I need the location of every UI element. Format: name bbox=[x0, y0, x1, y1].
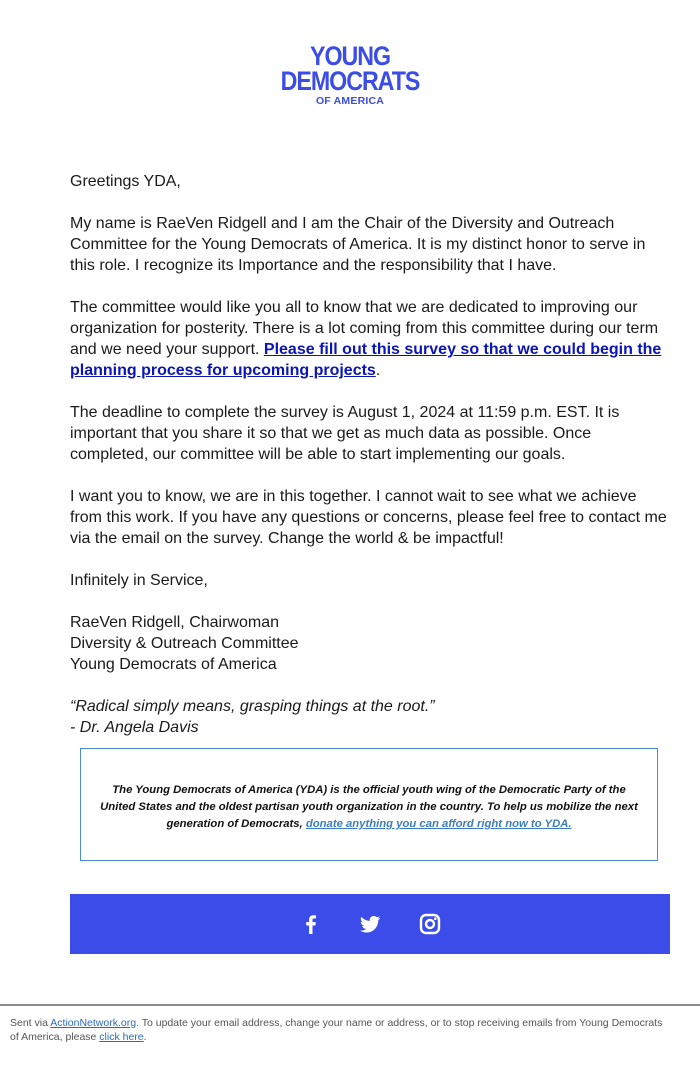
footer-divider bbox=[0, 1004, 700, 1006]
logo-line-democrats: DEMOCRATS bbox=[280, 66, 420, 96]
footer-prefix: Sent via bbox=[10, 1017, 51, 1029]
footer-text: . To update your email address, change your name or address, or to stop receiving emails from Young Democrats of America, please bbox=[10, 1017, 663, 1043]
paragraph-together: I want you to know, we are in this together. I cannot wait to see what we achieve from this work. If you have any questions or concerns, please feel free to contact me via the email on the survey. Change the world & be impactful! bbox=[70, 488, 667, 547]
quote-author: - Dr. Angela Davis bbox=[70, 719, 199, 736]
about-yda-box bbox=[80, 748, 658, 861]
greeting: Greetings YDA, bbox=[70, 173, 181, 190]
signature-block bbox=[70, 612, 670, 675]
logo-line-young: YOUNG bbox=[309, 41, 390, 71]
about-yda-text bbox=[95, 782, 643, 833]
instagram-icon[interactable] bbox=[418, 912, 442, 936]
paragraph-committee-text: The committee would like you all to know that we are dedicated to improving our organization for posterity. There is a lot coming from this committee during our term and we need your support. bbox=[70, 299, 659, 358]
signature-org: Young Democrats of America bbox=[70, 656, 277, 673]
paragraph-intro: My name is RaeVen Ridgell and I am the Chair of the Diversity and Outreach Committee for the Young Democrats of America. It is my distinct honor to serve in this role. I recognize its Importance and the responsibility that I have. bbox=[70, 215, 646, 274]
email-footer bbox=[10, 1016, 670, 1044]
signature-committee: Diversity & Outreach Committee bbox=[70, 635, 299, 652]
actionnetwork-link[interactable]: ActionNetwork.org bbox=[50, 1017, 137, 1029]
survey-link[interactable]: Please fill out this survey so that we could begin the planning process for upcoming projects bbox=[70, 341, 662, 379]
about-yda-description: The Young Democrats of America (YDA) is the official youth wing of the Democratic Party of the United States and the oldest partisan youth organization in the country. To help us mobilize the next generation of Democrats, bbox=[100, 784, 638, 830]
social-bar bbox=[70, 894, 670, 954]
footer-suffix: . bbox=[143, 1031, 147, 1043]
paragraph-committee bbox=[70, 297, 670, 381]
signature-name: RaeVen Ridgell, Chairwoman bbox=[70, 614, 279, 631]
facebook-icon[interactable] bbox=[299, 912, 323, 936]
yda-logo bbox=[0, 41, 700, 107]
paragraph-committee-end: . bbox=[375, 362, 381, 379]
email-body bbox=[70, 171, 670, 759]
twitter-icon[interactable] bbox=[358, 912, 382, 936]
quote-block bbox=[70, 696, 670, 738]
unsubscribe-link[interactable]: click here bbox=[99, 1031, 144, 1043]
quote-text: “Radical simply means, grasping things at the root.” bbox=[70, 698, 435, 715]
donate-link[interactable]: donate anything you can afford right now to YDA. bbox=[305, 818, 572, 830]
logo-line-of-america: OF AMERICA bbox=[315, 95, 385, 107]
paragraph-deadline: The deadline to complete the survey is August 1, 2024 at 11:59 p.m. EST. It is important that you share it so that we get as much data as possible. Once completed, our committee will be able to start implementing our goals. bbox=[70, 404, 620, 463]
closing: Infinitely in Service, bbox=[70, 572, 208, 589]
